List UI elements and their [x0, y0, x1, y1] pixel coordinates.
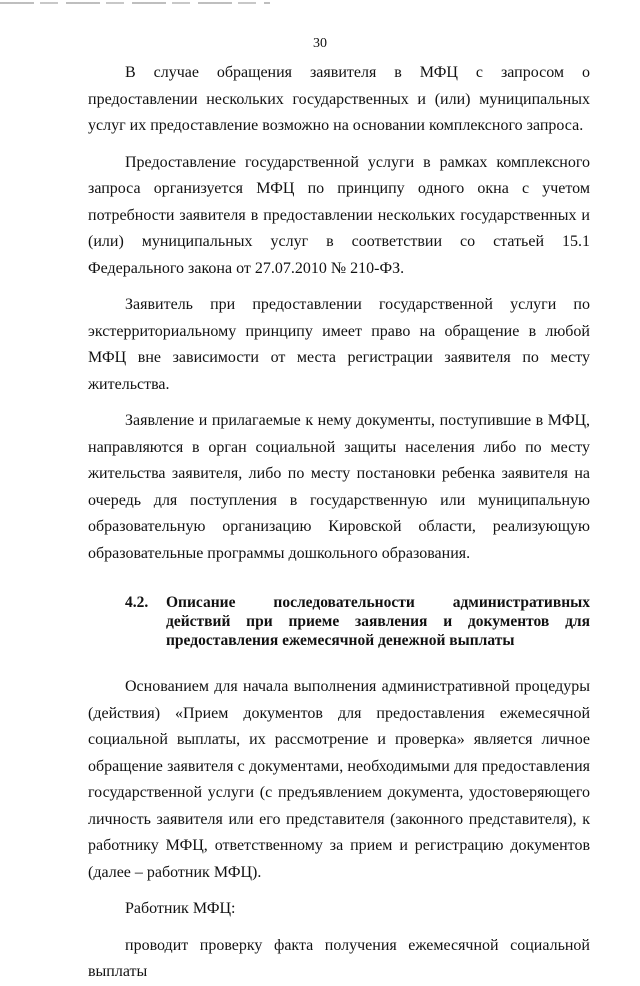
paragraph-complex-request: В случае обращения заявителя в МФЦ с запросом о предоставлении нескольких государственных и (или) муниципальных услуг их предоставление возможно на основании комплексного запроса. — [88, 64, 590, 134]
section-number: 4.2. — [125, 594, 149, 611]
paragraph-mfc-worker: Работник МФЦ: — [125, 900, 236, 917]
section-heading — [88, 593, 590, 650]
paragraph-verification: проводит проверку факта получения ежемесячной социальной выплаты — [88, 936, 590, 980]
paragraph-documents-routing: Заявление и прилагаемые к нему документы, поступившие в МФЦ, направляются в орган социальной защиты населения либо по месту жительства заявителя, либо по месту постановки ребенка заявителя на очередь для поступления в государственную или муниципальную образовательную организацию Кировской области, реализующую образовательные программы дошкольного образования. — [88, 412, 590, 562]
paragraph-procedure-basis: Основанием для начала выполнения административной процедуры (действия) «Прием документов для предоставления ежемесячной социальной выплаты, их рассмотрение и проверка» является личное обращение заявителя с документами, необходимыми для предоставления государственной услуги (с предъявлением документа, удостоверяющего личность заявителя или его представителя (законного представителя), к работнику МФЦ, ответственному за прием и регистрацию документов (далее – работник МФЦ). — [88, 678, 590, 881]
section-title: Описание последовательности административных действий при приеме заявления и документов для предоставления ежемесячной денежной выплаты — [166, 594, 590, 649]
scan-artifact-line — [0, 2, 270, 4]
paragraph-exterritorial: Заявитель при предоставлении государственной услуги по экстерриториальному принципу имеет право на обращение в любой МФЦ вне зависимости от места регистрации заявителя по месту жительства. — [88, 296, 590, 393]
paragraph-one-window: Предоставление государственной услуги в рамках комплексного запроса организуется МФЦ по принципу одного окна с учетом потребности заявителя в предоставлении нескольких государственных и (или) муниципальных услуг в соответствии со статьей 15.1 Федерального закона от 27.07.2010 № 210-ФЗ. — [88, 153, 590, 277]
document-body — [88, 60, 590, 986]
page-number: 30 — [313, 36, 327, 51]
